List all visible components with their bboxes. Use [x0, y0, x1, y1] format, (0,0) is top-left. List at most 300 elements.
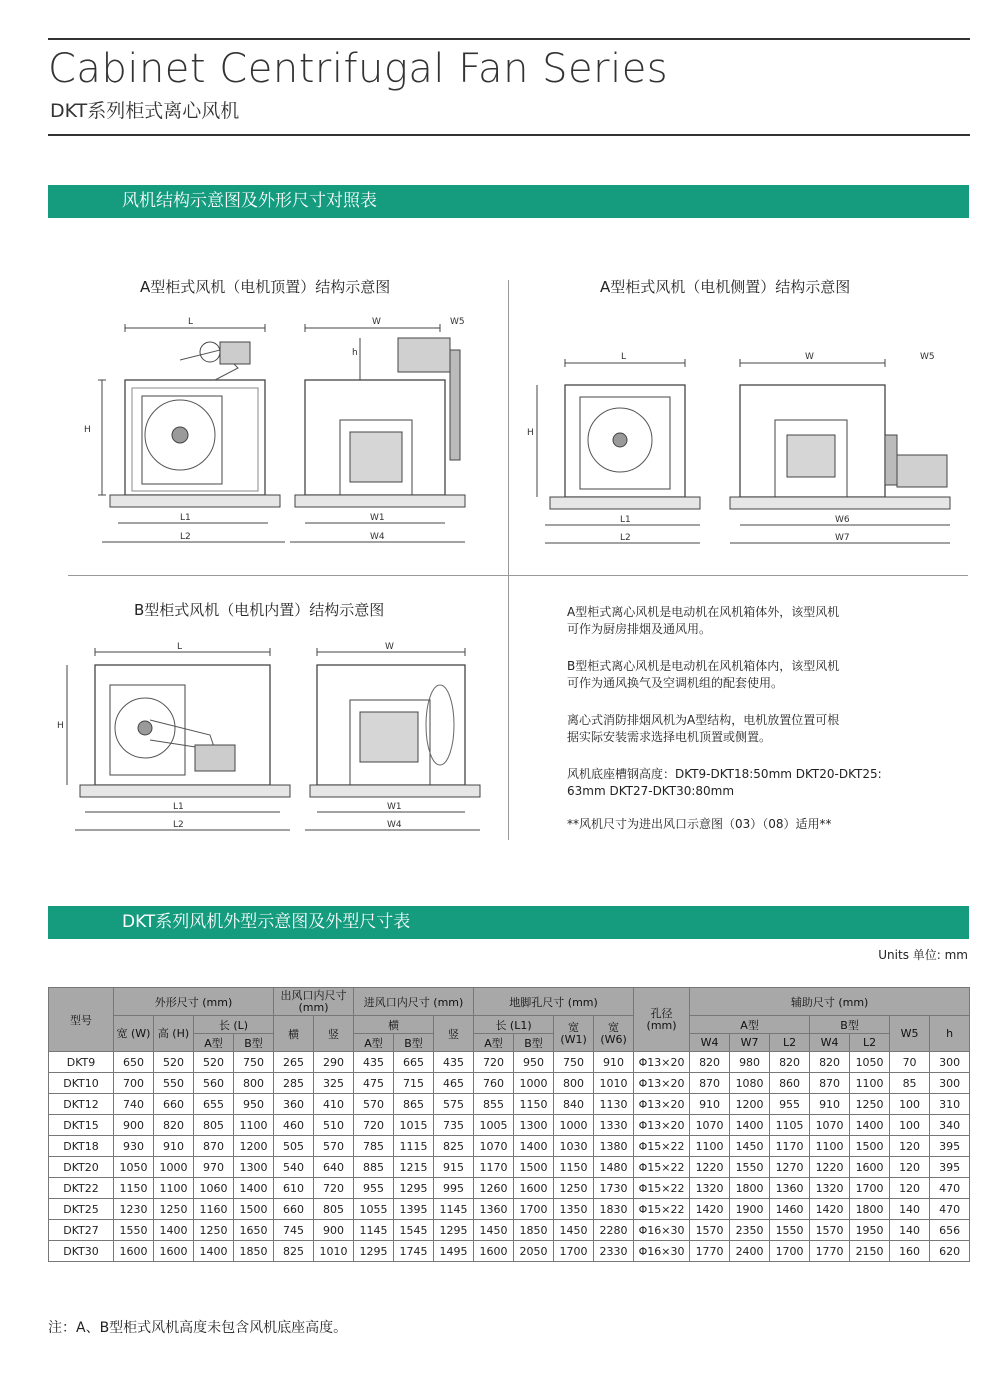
table-cell: 460	[274, 1115, 314, 1136]
desc-line: **风机尺寸为进出风口示意图（03）（08）适用**	[567, 817, 832, 831]
table-cell: Φ16×30	[634, 1241, 690, 1262]
table-cell: 640	[314, 1157, 354, 1178]
table-cell: 1070	[690, 1115, 730, 1136]
table-cell: 900	[314, 1220, 354, 1241]
table-cell: 475	[354, 1073, 394, 1094]
table-cell: Φ16×30	[634, 1220, 690, 1241]
table-cell: 1320	[810, 1178, 850, 1199]
table-cell: 1330	[594, 1115, 634, 1136]
page-subtitle: DKT系列柜式离心风机	[50, 100, 240, 122]
table-cell: 1550	[730, 1157, 770, 1178]
table-cell: 1600	[850, 1157, 890, 1178]
table-cell: 1600	[474, 1241, 514, 1262]
table-cell: 865	[394, 1094, 434, 1115]
table-cell: 1050	[114, 1157, 154, 1178]
table-cell: 800	[554, 1073, 594, 1094]
dim-label-l1-side: L1	[620, 515, 631, 525]
table-cell: 805	[194, 1115, 234, 1136]
table-cell: 325	[314, 1073, 354, 1094]
th-outlet: 出风口内尺寸 (mm)	[274, 988, 354, 1016]
table-cell: 715	[394, 1073, 434, 1094]
table-cell: 140	[890, 1220, 930, 1241]
table-cell: 1150	[554, 1157, 594, 1178]
table-cell: 745	[274, 1220, 314, 1241]
table-cell: Φ15×22	[634, 1199, 690, 1220]
table-cell: 660	[154, 1094, 194, 1115]
table-cell: 915	[434, 1157, 474, 1178]
table-cell: 470	[930, 1178, 970, 1199]
dim-label-w7: W7	[835, 533, 850, 543]
table-cell: 1420	[690, 1199, 730, 1220]
table-cell: 1130	[594, 1094, 634, 1115]
table-cell: 1250	[194, 1220, 234, 1241]
table-cell: 120	[890, 1178, 930, 1199]
table-cell: 1100	[810, 1136, 850, 1157]
table-row	[49, 1199, 970, 1220]
table-cell: 1170	[474, 1157, 514, 1178]
table-cell: 570	[314, 1136, 354, 1157]
dim-label-l-side: L	[621, 352, 627, 362]
table-cell: 2150	[850, 1241, 890, 1262]
table-cell: 820	[770, 1052, 810, 1073]
table-cell: 1380	[594, 1136, 634, 1157]
desc-line: 63mm DKT27-DKT30:80mm	[567, 784, 735, 798]
table-cell: 1770	[810, 1241, 850, 1262]
table-cell: 310	[930, 1094, 970, 1115]
table-cell: 855	[474, 1094, 514, 1115]
table-cell: 660	[274, 1199, 314, 1220]
table-cell: 1550	[770, 1220, 810, 1241]
table-cell: 160	[890, 1241, 930, 1262]
table-cell: 120	[890, 1157, 930, 1178]
table-cell: Φ15×22	[634, 1136, 690, 1157]
table-cell: 885	[354, 1157, 394, 1178]
th-inlet-a: A型	[354, 1034, 394, 1052]
table-row	[49, 1115, 970, 1136]
table-cell: 1400	[850, 1115, 890, 1136]
section-banner-dimensions: DKT系列风机外型示意图及外型尺寸表	[48, 906, 969, 939]
table-cell: 1450	[474, 1220, 514, 1241]
table-cell: 750	[554, 1052, 594, 1073]
th-aux: 辅助尺寸 (mm)	[690, 988, 970, 1016]
table-cell: 140	[890, 1199, 930, 1220]
table-cell: 1480	[594, 1157, 634, 1178]
section-banner-structure: 风机结构示意图及外形尺寸对照表	[48, 185, 969, 218]
table-cell: 1150	[114, 1178, 154, 1199]
table-cell: 520	[154, 1052, 194, 1073]
dim-label-w1-b: W1	[387, 802, 402, 812]
table-cell: 1800	[730, 1178, 770, 1199]
desc-b-type	[567, 658, 927, 692]
table-cell: 560	[194, 1073, 234, 1094]
table-cell: 395	[930, 1157, 970, 1178]
table-cell: 1295	[354, 1241, 394, 1262]
table-cell: 650	[114, 1052, 154, 1073]
dim-label-w6: W6	[835, 515, 850, 525]
table-cell: 995	[434, 1178, 474, 1199]
th-length-a: A型	[194, 1034, 234, 1052]
th-foot-width-w1: 宽 (W1)	[554, 1016, 594, 1052]
dim-label-w4: W4	[370, 532, 385, 542]
table-cell: 785	[354, 1136, 394, 1157]
table-cell: 950	[514, 1052, 554, 1073]
model-cell: DKT10	[49, 1073, 114, 1094]
header-rule	[48, 134, 970, 136]
diagram-a-side-title: A型柜式风机（电机侧置）结构示意图	[600, 278, 851, 296]
table-cell: 1460	[770, 1199, 810, 1220]
table-row	[49, 1157, 970, 1178]
table-cell: 870	[194, 1136, 234, 1157]
desc-base-height	[567, 766, 927, 800]
desc-applicability	[567, 816, 927, 833]
desc-fire-exhaust	[567, 712, 927, 746]
model-cell: DKT22	[49, 1178, 114, 1199]
table-cell: 1700	[850, 1178, 890, 1199]
table-cell: 1700	[554, 1241, 594, 1262]
desc-line: 离心式消防排烟风机为A型结构，电机放置位置可根	[567, 713, 840, 727]
table-cell: 1060	[194, 1178, 234, 1199]
table-cell: 910	[810, 1094, 850, 1115]
table-cell: 1500	[850, 1136, 890, 1157]
dim-label-h-small: h	[352, 348, 358, 358]
table-cell: 970	[194, 1157, 234, 1178]
table-cell: 720	[474, 1052, 514, 1073]
table-cell: 1295	[434, 1220, 474, 1241]
table-cell: 1700	[770, 1241, 810, 1262]
table-cell: 1450	[730, 1136, 770, 1157]
table-cell: 550	[154, 1073, 194, 1094]
table-cell: 1450	[554, 1220, 594, 1241]
table-cell: 1250	[554, 1178, 594, 1199]
table-cell: 1160	[194, 1199, 234, 1220]
dim-label-l1: L1	[180, 513, 191, 523]
desc-line: 可作为通风换气及空调机组的配套使用。	[567, 676, 784, 690]
model-cell: DKT12	[49, 1094, 114, 1115]
table-cell: 1260	[474, 1178, 514, 1199]
table-cell: 1730	[594, 1178, 634, 1199]
table-cell: 410	[314, 1094, 354, 1115]
dim-label-w5-side: W5	[920, 352, 935, 362]
table-cell: 1000	[154, 1157, 194, 1178]
dim-label-w1: W1	[370, 513, 385, 523]
table-cell: 1010	[594, 1073, 634, 1094]
table-cell: Φ15×22	[634, 1178, 690, 1199]
table-cell: 120	[890, 1136, 930, 1157]
th-aux-a-w7: W7	[730, 1034, 770, 1052]
th-model: 型号	[49, 988, 114, 1052]
dim-label-w4-b: W4	[387, 820, 402, 830]
table-cell: 285	[274, 1073, 314, 1094]
table-cell: 1300	[234, 1157, 274, 1178]
table-cell: 1300	[514, 1115, 554, 1136]
th-foot-length: 长 (L1)	[474, 1016, 554, 1034]
table-row	[49, 1241, 970, 1262]
table-cell: 2350	[730, 1220, 770, 1241]
table-cell: 860	[770, 1073, 810, 1094]
dim-label-l2-b: L2	[173, 820, 184, 830]
th-width-w: 宽 (W)	[114, 1016, 154, 1052]
table-cell: Φ15×22	[634, 1157, 690, 1178]
table-cell: 840	[554, 1094, 594, 1115]
table-cell: 825	[434, 1136, 474, 1157]
dim-label-w-b: W	[385, 642, 394, 652]
table-cell: 1495	[434, 1241, 474, 1262]
page-title: Cabinet Centrifugal Fan Series	[48, 46, 669, 92]
table-cell: 1950	[850, 1220, 890, 1241]
th-inlet: 进风口内尺寸 (mm)	[354, 988, 474, 1016]
th-outlet-horizontal: 横	[274, 1016, 314, 1052]
diagram-divider-vertical	[508, 280, 509, 840]
desc-line: 可作为厨房排烟及通风用。	[567, 622, 712, 636]
table-cell: 100	[890, 1115, 930, 1136]
table-cell: 300	[930, 1073, 970, 1094]
table-cell: 1350	[554, 1199, 594, 1220]
diagram-a-top-title: A型柜式风机（电机顶置）结构示意图	[140, 278, 391, 296]
th-foot: 地脚孔尺寸 (mm)	[474, 988, 634, 1016]
table-cell: Φ13×20	[634, 1073, 690, 1094]
model-cell: DKT20	[49, 1157, 114, 1178]
table-cell: 1055	[354, 1199, 394, 1220]
table-cell: 1800	[850, 1199, 890, 1220]
table-cell: 70	[890, 1052, 930, 1073]
dim-label-l2: L2	[180, 532, 191, 542]
table-cell: 1550	[114, 1220, 154, 1241]
table-cell: 1000	[554, 1115, 594, 1136]
table-cell: 1250	[154, 1199, 194, 1220]
table-cell: 1850	[234, 1241, 274, 1262]
table-cell: 1230	[114, 1199, 154, 1220]
table-cell: 465	[434, 1073, 474, 1094]
table-cell: 656	[930, 1220, 970, 1241]
th-length-l: 长 (L)	[194, 1016, 274, 1034]
table-cell: 1100	[850, 1073, 890, 1094]
table-cell: 1320	[690, 1178, 730, 1199]
th-foot-a: A型	[474, 1034, 514, 1052]
table-cell: 950	[234, 1094, 274, 1115]
table-row	[49, 1094, 970, 1115]
table-cell: 2050	[514, 1241, 554, 1262]
table-cell: 395	[930, 1136, 970, 1157]
table-cell: 1570	[690, 1220, 730, 1241]
model-cell: DKT15	[49, 1115, 114, 1136]
footnote: 注：A、B型柜式风机高度未包含风机底座高度。	[48, 1320, 348, 1336]
table-cell: 1295	[394, 1178, 434, 1199]
model-cell: DKT27	[49, 1220, 114, 1241]
table-cell: 1900	[730, 1199, 770, 1220]
dim-label-w5: W5	[450, 317, 465, 327]
table-cell: 1115	[394, 1136, 434, 1157]
table-cell: 1400	[514, 1136, 554, 1157]
table-cell: 1600	[114, 1241, 154, 1262]
table-cell: 1220	[810, 1157, 850, 1178]
table-cell: 1220	[690, 1157, 730, 1178]
th-hole: 孔径 (mm)	[634, 988, 690, 1052]
model-cell: DKT30	[49, 1241, 114, 1262]
table-cell: 1070	[810, 1115, 850, 1136]
table-cell: 265	[274, 1052, 314, 1073]
table-cell: 1360	[474, 1199, 514, 1220]
table-cell: 340	[930, 1115, 970, 1136]
table-cell: 1500	[234, 1199, 274, 1220]
th-outlet-vertical: 竖	[314, 1016, 354, 1052]
table-cell: 1500	[514, 1157, 554, 1178]
table-cell: 980	[730, 1052, 770, 1073]
dim-label-l2-side: L2	[620, 533, 631, 543]
table-cell: 2400	[730, 1241, 770, 1262]
th-aux-b-l2: L2	[850, 1034, 890, 1052]
table-cell: 620	[930, 1241, 970, 1262]
th-aux-a-l2: L2	[770, 1034, 810, 1052]
desc-line: 据实际安装需求选择电机顶置或侧置。	[567, 730, 772, 744]
table-cell: 910	[154, 1136, 194, 1157]
table-cell: 1360	[770, 1178, 810, 1199]
th-aux-a-type: A型	[690, 1016, 810, 1034]
table-cell: 1080	[730, 1073, 770, 1094]
dim-label-l: L	[188, 317, 194, 327]
table-cell: 1830	[594, 1199, 634, 1220]
diagram-divider-horizontal	[68, 575, 968, 576]
table-cell: 1200	[730, 1094, 770, 1115]
diagram-b-internal	[55, 640, 495, 840]
table-cell: 1215	[394, 1157, 434, 1178]
table-cell: 955	[770, 1094, 810, 1115]
table-cell: 505	[274, 1136, 314, 1157]
table-cell: 360	[274, 1094, 314, 1115]
table-cell: 435	[434, 1052, 474, 1073]
table-cell: 910	[594, 1052, 634, 1073]
table-cell: 575	[434, 1094, 474, 1115]
table-cell: 820	[154, 1115, 194, 1136]
table-cell: 1200	[234, 1136, 274, 1157]
table-cell: 1145	[434, 1199, 474, 1220]
table-cell: 870	[810, 1073, 850, 1094]
dim-label-w-side: W	[805, 352, 814, 362]
table-cell: 1545	[394, 1220, 434, 1241]
table-cell: 1145	[354, 1220, 394, 1241]
table-cell: 805	[314, 1199, 354, 1220]
diagram-a-top-mounted	[80, 310, 500, 550]
table-cell: 1050	[850, 1052, 890, 1073]
th-outer: 外形尺寸 (mm)	[114, 988, 274, 1016]
dim-label-w: W	[372, 317, 381, 327]
table-cell: 1105	[770, 1115, 810, 1136]
table-cell: 1100	[690, 1136, 730, 1157]
table-cell: 540	[274, 1157, 314, 1178]
table-cell: 100	[890, 1094, 930, 1115]
table-cell: 1650	[234, 1220, 274, 1241]
table-cell: 735	[434, 1115, 474, 1136]
dim-label-l1-b: L1	[173, 802, 184, 812]
th-length-b: B型	[234, 1034, 274, 1052]
table-cell: 1400	[234, 1178, 274, 1199]
model-cell: DKT25	[49, 1199, 114, 1220]
table-cell: 290	[314, 1052, 354, 1073]
table-cell: 800	[234, 1073, 274, 1094]
th-h: h	[930, 1016, 970, 1052]
table-cell: Φ13×20	[634, 1052, 690, 1073]
table-cell: 1700	[514, 1199, 554, 1220]
th-aux-b-type: B型	[810, 1016, 890, 1034]
table-cell: 900	[114, 1115, 154, 1136]
table-cell: 820	[810, 1052, 850, 1073]
table-cell: 1395	[394, 1199, 434, 1220]
th-aux-a-w4: W4	[690, 1034, 730, 1052]
table-cell: 1770	[690, 1241, 730, 1262]
th-w5: W5	[890, 1016, 930, 1052]
table-cell: 1005	[474, 1115, 514, 1136]
table-cell: 1015	[394, 1115, 434, 1136]
table-cell: 700	[114, 1073, 154, 1094]
table-cell: 955	[354, 1178, 394, 1199]
table-cell: 1030	[554, 1136, 594, 1157]
dimension-table	[48, 987, 970, 1262]
table-cell: 1600	[154, 1241, 194, 1262]
table-cell: 300	[930, 1052, 970, 1073]
table-cell: 1250	[850, 1094, 890, 1115]
table-cell: 665	[394, 1052, 434, 1073]
th-foot-b: B型	[514, 1034, 554, 1052]
table-cell: 1100	[234, 1115, 274, 1136]
dim-label-l-b: L	[177, 642, 183, 652]
table-cell: Φ13×20	[634, 1115, 690, 1136]
desc-line: A型柜式离心风机是电动机在风机箱体外，该型风机	[567, 605, 840, 619]
table-cell: 1170	[770, 1136, 810, 1157]
table-cell: 870	[690, 1073, 730, 1094]
model-cell: DKT18	[49, 1136, 114, 1157]
table-row	[49, 1052, 970, 1073]
table-cell: 1150	[514, 1094, 554, 1115]
table-cell: 1400	[194, 1241, 234, 1262]
table-cell: 930	[114, 1136, 154, 1157]
table-cell: 1850	[514, 1220, 554, 1241]
th-height-h: 高 (H)	[154, 1016, 194, 1052]
table-cell: 2280	[594, 1220, 634, 1241]
table-cell: 1400	[154, 1220, 194, 1241]
table-row	[49, 1220, 970, 1241]
desc-line: B型柜式离心风机是电动机在风机箱体内，该型风机	[567, 659, 840, 673]
model-cell: DKT9	[49, 1052, 114, 1073]
th-foot-width-w6: 宽 (W6)	[594, 1016, 634, 1052]
table-cell: 720	[314, 1178, 354, 1199]
table-cell: 740	[114, 1094, 154, 1115]
table-cell: 1100	[154, 1178, 194, 1199]
table-cell: 85	[890, 1073, 930, 1094]
diagram-b-title: B型柜式风机（电机内置）结构示意图	[134, 601, 385, 619]
dimension-table-body	[49, 1052, 970, 1262]
dim-label-h: H	[84, 425, 91, 435]
table-cell: 1270	[770, 1157, 810, 1178]
table-cell: 1070	[474, 1136, 514, 1157]
th-inlet-horizontal: 横	[354, 1016, 434, 1034]
table-cell: 510	[314, 1115, 354, 1136]
table-cell: Φ13×20	[634, 1094, 690, 1115]
table-cell: 610	[274, 1178, 314, 1199]
table-cell: 720	[354, 1115, 394, 1136]
diagram-a-side-mounted	[525, 345, 965, 550]
table-cell: 435	[354, 1052, 394, 1073]
table-cell: 1000	[514, 1073, 554, 1094]
desc-line: 风机底座槽钢高度：DKT9-DKT18:50mm DKT20-DKT25:	[567, 767, 882, 781]
table-cell: 1400	[730, 1115, 770, 1136]
th-aux-b-w4: W4	[810, 1034, 850, 1052]
table-row	[49, 1073, 970, 1094]
table-cell: 655	[194, 1094, 234, 1115]
top-rule	[48, 38, 970, 40]
dim-label-h-side: H	[527, 428, 534, 438]
dim-label-h-b: H	[57, 721, 64, 731]
table-cell: 760	[474, 1073, 514, 1094]
table-cell: 1570	[810, 1220, 850, 1241]
